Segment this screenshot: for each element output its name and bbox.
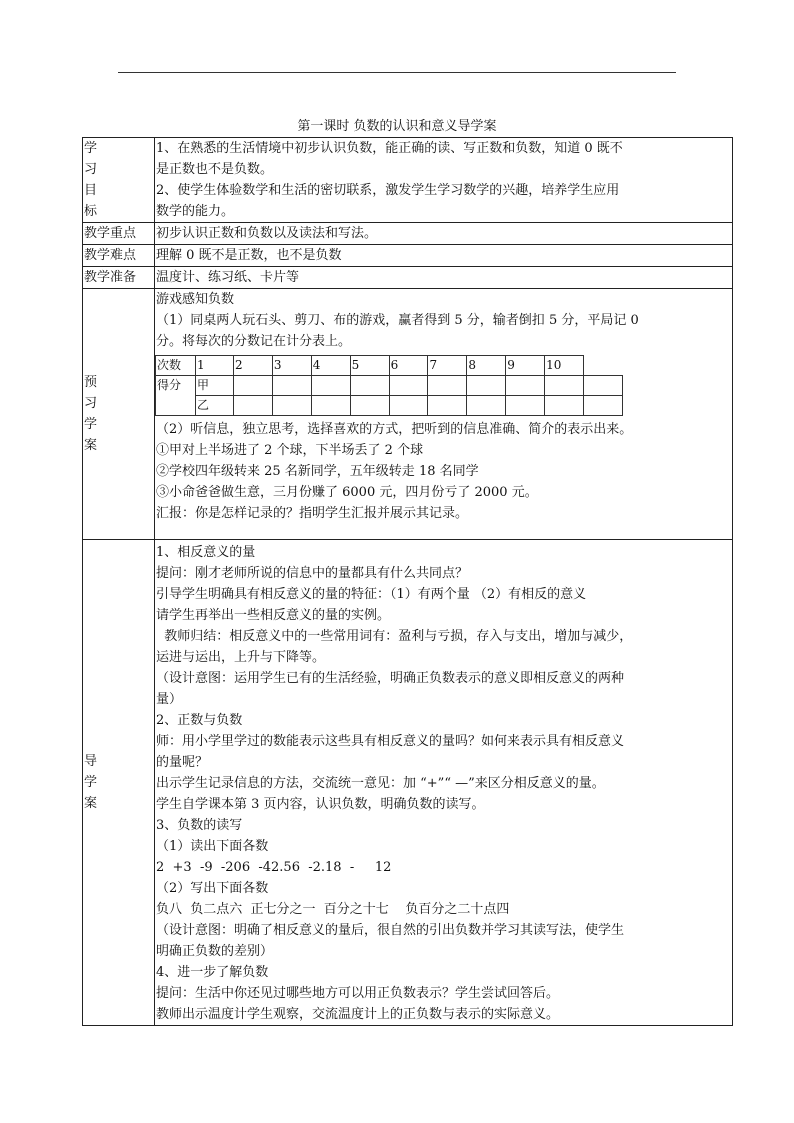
guide-line: 出示学生记录信息的方法，交流统一意见：加 “+”“ —”来区分相反意义的量。 (156, 776, 605, 791)
guide-line: 1、相反意义的量 (156, 545, 256, 560)
round-number: 8 (467, 356, 506, 376)
guide-line: 教师出示温度计学生观察，交流温度计上的正负数与表示的实际意义。 (156, 1007, 560, 1022)
score-cell[interactable] (234, 396, 273, 416)
preview-line: 分。将每次的分数记在计分表上。 (156, 334, 352, 349)
score-cell[interactable] (467, 396, 506, 416)
preview-line: ②学校四年级转来 25 名新同学，五年级转走 18 名同学 (156, 464, 479, 479)
score-cell[interactable] (428, 396, 467, 416)
guide-line: （设计意图：运用学生已有的生活经验，明确正负数表示的意义即相反意义的两种 (156, 671, 625, 686)
preparation-row (83, 267, 733, 289)
score-cell[interactable] (311, 376, 350, 396)
score-label: 得分 (156, 376, 196, 416)
lesson-plan-table (82, 137, 733, 1026)
score-cell[interactable] (506, 376, 545, 396)
guide-line: （2）写出下面各数 (156, 881, 269, 896)
score-cell[interactable] (311, 396, 350, 416)
preview-line: 汇报：你是怎样记录的？指明学生汇报并展示其记录。 (156, 506, 469, 521)
guide-line: 负八 负二点六 正七分之一 百分之十七 负百分之二十点四 (156, 902, 510, 917)
objective-line: 1、在熟悉的生活情境中初步认识负数，能正确的读、写正数和负数，知道 0 既不 (156, 141, 623, 156)
score-row-player-a (156, 376, 623, 396)
player-a-label: 甲 (196, 376, 234, 396)
round-number: 10 (545, 356, 584, 376)
guide-line: 引导学生明确具有相反意义的量的特征：（1）有两个量 （2）有相反的意义 (156, 587, 587, 602)
page-title: 第一课时 负数的认识和意义导学案 (297, 119, 497, 134)
preview-label: 预 习 学 案 (83, 289, 155, 540)
objective-line: 数学的能力。 (156, 204, 235, 219)
round-number: 5 (350, 356, 389, 376)
score-cell[interactable] (467, 376, 506, 396)
score-cell[interactable] (545, 376, 584, 396)
guide-line: 提问：生活中你还见过哪些地方可以用正负数表示？学生尝试回答后。 (156, 986, 560, 1001)
score-cell[interactable] (428, 376, 467, 396)
difficulties-text: 理解 0 既不是正数，也不是负数 (155, 245, 733, 267)
score-header-row (156, 356, 623, 376)
score-cell[interactable] (350, 396, 389, 416)
objective-line: 2、使学生体验数学和生活的密切联系，激发学生学习数学的兴趣，培养学生应用 (156, 183, 620, 198)
key-points-label: 教学重点 (83, 223, 155, 245)
objectives-row (83, 138, 733, 223)
guide-line: 运进与运出，上升与下降等。 (156, 650, 326, 665)
score-cell[interactable] (506, 396, 545, 416)
round-number: 4 (311, 356, 350, 376)
preview-line: 游戏感知负数 (156, 292, 235, 307)
score-row-player-b (156, 396, 623, 416)
guide-line: 3、负数的读写 (156, 818, 243, 833)
header-rule (118, 72, 676, 73)
guide-line: 教师归结：相反意义中的一些常用词有：盈利与亏损，存入与支出，增加与减少， (156, 629, 633, 644)
guide-label: 导 学 案 (83, 540, 155, 1026)
guide-line: 量） (156, 692, 183, 707)
score-cell[interactable] (545, 396, 584, 416)
guide-line: 学生自学课本第 3 页内容，认识负数，明确负数的读写。 (156, 797, 485, 812)
round-number: 6 (389, 356, 428, 376)
guide-line: 的量呢？ (156, 755, 209, 770)
guide-line: 明确正负数的差别） (156, 944, 274, 959)
objective-line: 是正数也不是负数。 (156, 162, 274, 177)
round-number: 7 (428, 356, 467, 376)
score-cell[interactable] (584, 396, 623, 416)
key-points-row (83, 223, 733, 245)
preview-line: （2）听信息，独立思考，选择喜欢的方式，把听到的信息准确、简介的表示出来。 (156, 422, 633, 437)
preview-line: （1）同桌两人玩石头、剪刀、布的游戏，赢者得到 5 分，输者倒扣 5 分，平局记 0 (156, 313, 639, 328)
preparation-text: 温度计、练习纸、卡片等 (155, 267, 733, 289)
guide-line: 2 +3 -9 -206 -42.56 -2.18 - 12 (156, 860, 392, 875)
guide-line: 师：用小学里学过的数能表示这些具有相反意义的量吗？如何来表示具有相反意义 (156, 734, 625, 749)
key-points-text: 初步认识正数和负数以及读法和写法。 (155, 223, 733, 245)
objectives-content (155, 138, 733, 223)
score-header-label: 次数 (156, 356, 196, 376)
guide-line: 4、进一步了解负数 (156, 965, 269, 980)
round-number: 1 (196, 356, 234, 376)
guide-row (83, 540, 733, 1026)
difficulties-row (83, 245, 733, 267)
preview-row (83, 289, 733, 540)
guide-line: （1）读出下面各数 (156, 839, 269, 854)
objectives-label: 学 习 目 标 (83, 138, 155, 223)
difficulties-label: 教学难点 (83, 245, 155, 267)
guide-line: 提问：刚才老师所说的信息中的量都具有什么共同点？ (156, 566, 469, 581)
guide-line: （设计意图：明确了相反意义的量后，很自然的引出负数并学习其读写法，使学生 (156, 923, 625, 938)
round-number: 9 (506, 356, 545, 376)
preview-content (155, 289, 733, 540)
guide-content (155, 540, 733, 1026)
score-table (155, 355, 623, 416)
score-cell[interactable] (234, 376, 273, 396)
preview-line: ③小命爸爸做生意，三月份赚了 6000 元，四月份亏了 2000 元。 (156, 485, 538, 500)
score-cell[interactable] (584, 376, 623, 396)
round-number: 3 (272, 356, 311, 376)
preparation-label: 教学准备 (83, 267, 155, 289)
guide-line: 2、正数与负数 (156, 713, 243, 728)
score-cell[interactable] (272, 376, 311, 396)
preview-line: ①甲对上半场进了 2 个球，下半场丢了 2 个球 (156, 443, 424, 458)
player-b-label: 乙 (196, 396, 234, 416)
round-number: 2 (234, 356, 273, 376)
score-cell[interactable] (389, 396, 428, 416)
score-cell[interactable] (350, 376, 389, 396)
score-cell[interactable] (272, 396, 311, 416)
guide-line: 请学生再举出一些相反意义的量的实例。 (156, 608, 391, 623)
score-cell[interactable] (389, 376, 428, 396)
